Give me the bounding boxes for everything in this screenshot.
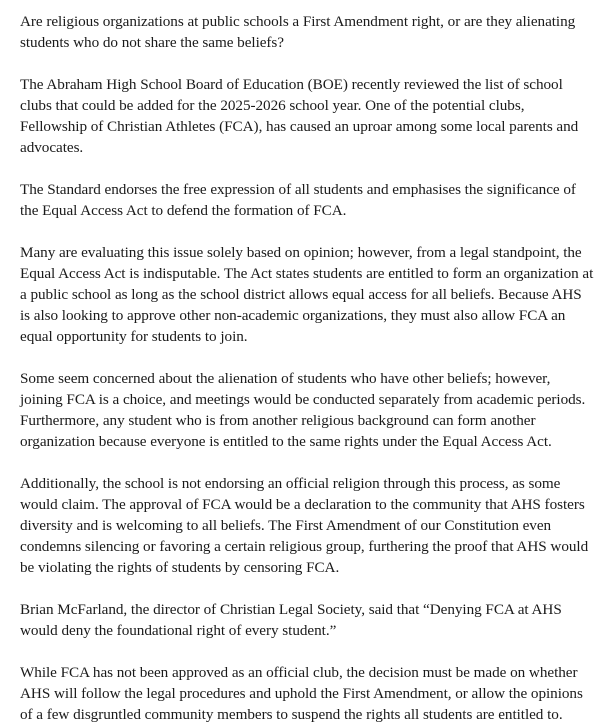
paragraph-intro-question: Are religious organizations at public schools a First Amendment right, or are they alienating students who do not share the same beliefs? (20, 13, 576, 51)
paragraph-quote: Brian McFarland, the director of Christian Legal Society, said that “Denying FCA at AHS would deny the foundational right of every student.” (20, 601, 562, 639)
article-body (20, 11, 594, 725)
paragraph-endorsement: The Standard endorses the free expression of all students and emphasises the significance of the Equal Access Act to defend the formation of FCA. (20, 181, 576, 219)
paragraph-legal-standpoint: Many are evaluating this issue solely based on opinion; however, from a legal standpoint, the Equal Access Act is indisputable. The Act states students are entitled to form an organization at a public school as long as the school district allows equal access for all beliefs. Because AHS is also looking to approve other non-academic organizations, they must also allow FCA an equal opportunity for students to join. (20, 244, 594, 345)
paragraph-boe-review: The Abraham High School Board of Education (BOE) recently reviewed the list of school clubs that could be added for the 2025-2026 school year. One of the potential clubs, Fellowship of Christian Athletes (FCA), has caused an uproar among some local parents and advocates. (20, 76, 579, 156)
paragraph-conclusion: While FCA has not been approved as an official club, the decision must be made on whether AHS will follow the legal procedures and uphold the First Amendment, or allow the opinions of a few disgruntled community members to suspend the rights all students are entitled to. (20, 664, 583, 723)
paragraph-not-endorsing-religion: Additionally, the school is not endorsing an official religion through this process, as some would claim. The approval of FCA would be a declaration to the community that AHS fosters diversity and is welcoming to all beliefs. The First Amendment of our Constitution even condemns silencing or favoring a certain religious group, furthering the proof that AHS would be violating the rights of students by censoring FCA. (20, 475, 589, 576)
paragraph-alienation-concern: Some seem concerned about the alienation of students who have other beliefs; however, joining FCA is a choice, and meetings would be conducted separately from academic periods. Furthermore, any student who is from another religious background can form another organization because everyone is entitled to the same rights under the Equal Access Act. (20, 370, 586, 450)
